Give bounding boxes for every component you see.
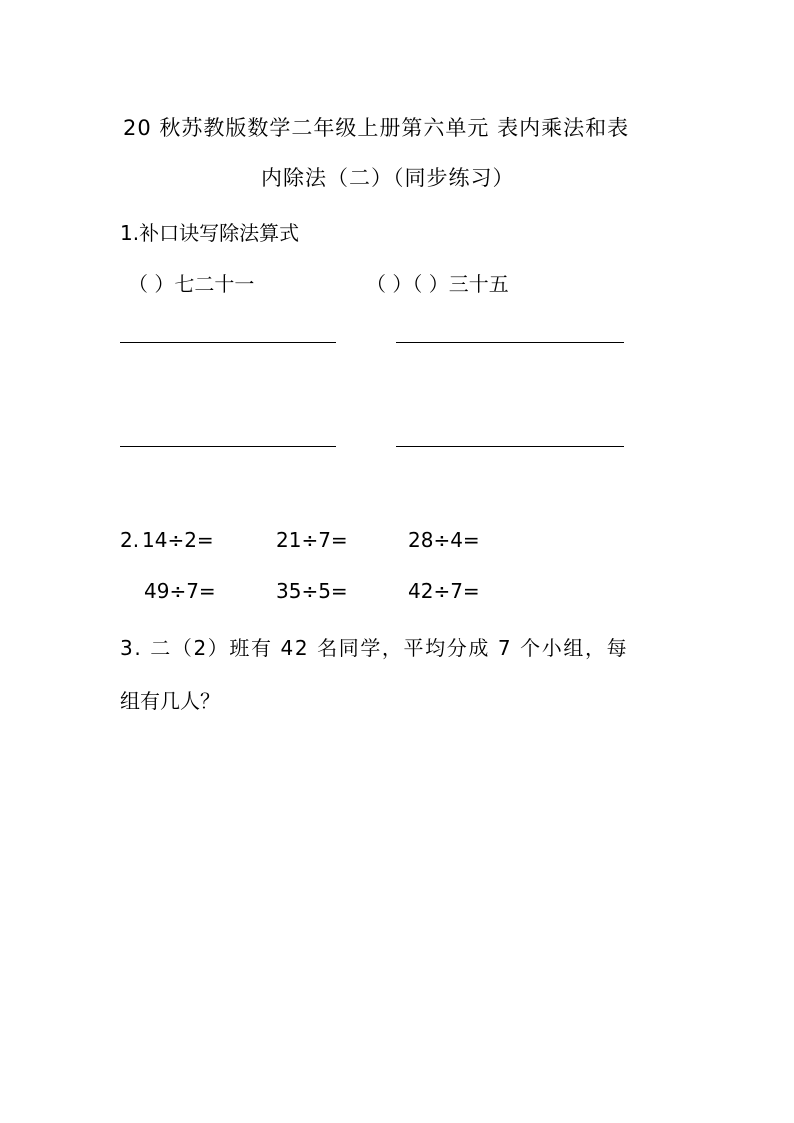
- division-problem: 21÷7=: [276, 528, 348, 552]
- answer-line-left-2[interactable]: [120, 446, 336, 447]
- page-title-line-2: 内除法（二）（同步练习）: [261, 166, 515, 190]
- question-1-left-prompt: （ ）七二十一: [128, 272, 255, 296]
- answer-line-right-1[interactable]: [396, 342, 624, 343]
- division-problem: 42÷7=: [408, 579, 480, 603]
- question-3-line-1: 3. 二（2）班有 42 名同学，平均分成 7 个小组，每: [120, 636, 629, 660]
- division-problem: 28÷4=: [408, 528, 480, 552]
- division-problem: 14÷2=: [142, 528, 214, 552]
- answer-line-left-1[interactable]: [120, 342, 336, 343]
- question-1-heading: 1.补口诀写除法算式: [120, 221, 300, 245]
- question-1-right-prompt: （ ）（ ）三十五: [366, 272, 509, 296]
- question-3-line-2: 组有几人？: [120, 689, 220, 713]
- division-problem: 35÷5=: [276, 579, 348, 603]
- question-2-number: 2.: [120, 528, 140, 552]
- page-title-line-1: 20 秋苏教版数学二年级上册第六单元 表内乘法和表: [123, 116, 630, 140]
- answer-line-right-2[interactable]: [396, 446, 624, 447]
- division-problem: 49÷7=: [144, 579, 216, 603]
